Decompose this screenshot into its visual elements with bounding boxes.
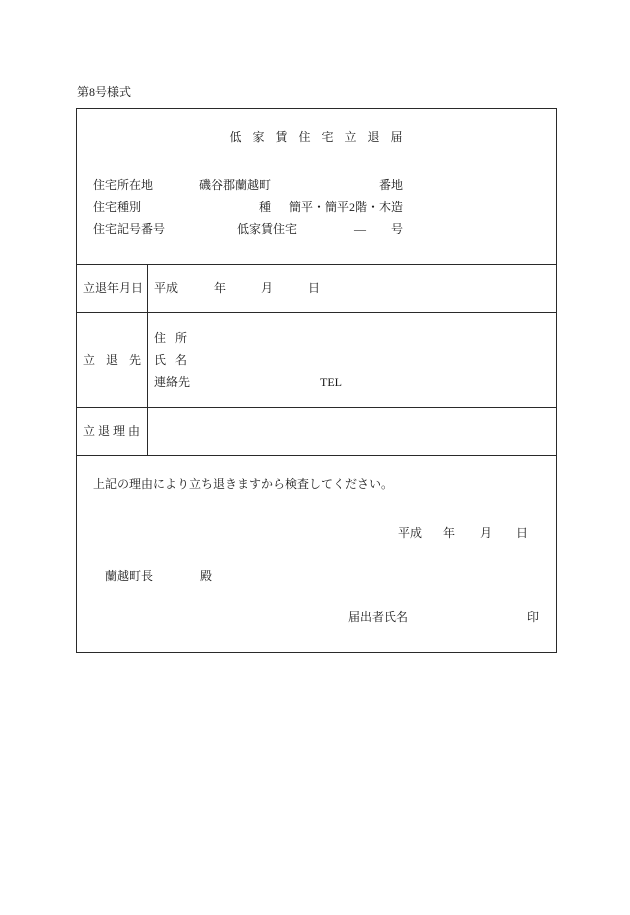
house-location-label: 住宅所在地 — [93, 178, 154, 192]
declaration-date-era: 平成 — [398, 526, 423, 540]
rule-after-house-info — [76, 264, 557, 265]
addressee-honorific: 殿 — [200, 569, 213, 583]
house-type-label: 住宅種別 — [93, 200, 142, 214]
move-out-date-era: 平成 — [154, 281, 179, 295]
applicant-name-label: 届出者氏名 — [348, 610, 409, 624]
rule-after-date — [76, 312, 557, 313]
house-type-options: 簡平・簡平2階・木造 — [289, 200, 404, 214]
destination-name-label: 氏 名 — [154, 353, 191, 367]
house-number-label: 住宅記号番号 — [93, 222, 166, 236]
move-out-date-label: 立退年月日 — [83, 281, 144, 295]
addressee: 蘭越町長 — [105, 569, 154, 583]
declaration-date-month: 月 — [480, 526, 493, 540]
label-column-divider — [147, 264, 148, 455]
reason-label: 立 退 理 由 — [83, 424, 141, 438]
house-location-suffix: 番地 — [379, 178, 404, 192]
declaration-date-year: 年 — [443, 526, 456, 540]
destination-address-label: 住 所 — [154, 331, 191, 345]
form-title: 低 家 賃 住 宅 立 退 届 — [229, 130, 407, 144]
house-number-dash: — — [354, 222, 366, 236]
house-number-suffix: 号 — [391, 222, 404, 236]
rule-after-destination — [76, 407, 557, 408]
move-out-date-month: 月 — [261, 281, 274, 295]
move-out-date-year: 年 — [214, 281, 227, 295]
seal-mark: 印 — [527, 610, 540, 624]
destination-tel-label: TEL — [320, 375, 342, 389]
move-out-date-day: 日 — [308, 281, 321, 295]
destination-contact-label: 連絡先 — [154, 375, 191, 389]
rule-after-reason — [76, 455, 557, 456]
house-number-value: 低家賃住宅 — [237, 222, 298, 236]
form-number: 第8号様式 — [77, 85, 132, 99]
declaration-date-day: 日 — [516, 526, 529, 540]
destination-label: 立 退 先 — [83, 353, 146, 367]
declaration-statement: 上記の理由により立ち退きますから検査してください。 — [93, 477, 394, 491]
house-location-value: 磯谷郡蘭越町 — [199, 178, 272, 192]
house-type-prefix: 種 — [259, 200, 272, 214]
